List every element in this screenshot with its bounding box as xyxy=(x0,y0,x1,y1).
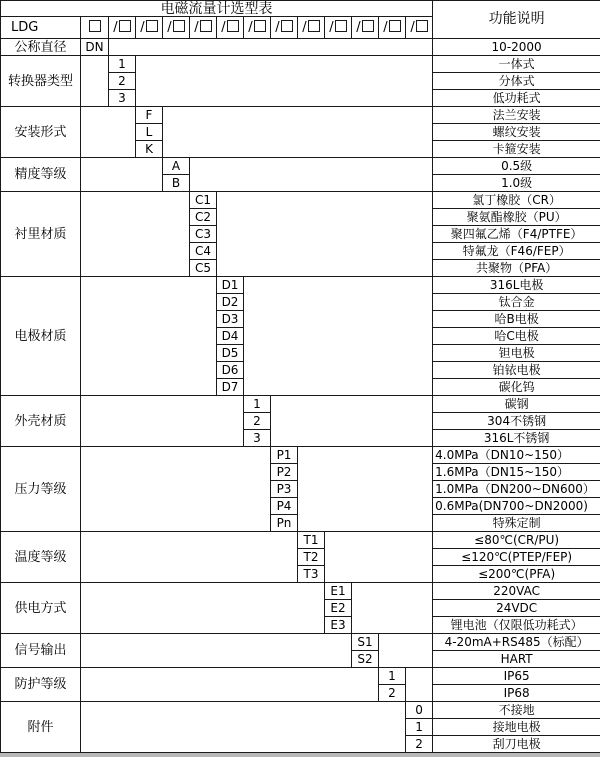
category-label: 防护等级 xyxy=(1,668,81,702)
table-row xyxy=(1,107,600,124)
code-box-icon xyxy=(173,20,185,32)
option-code: F xyxy=(136,107,163,124)
slash-glyph: / xyxy=(194,18,198,38)
option-code: P1 xyxy=(271,447,298,464)
option-code: 1 xyxy=(109,56,136,73)
code-box-icon xyxy=(389,20,401,32)
category-label: 外壳材质 xyxy=(1,396,81,447)
category-label: 衬里材质 xyxy=(1,192,81,277)
right-gap-cell xyxy=(190,158,433,192)
option-code: L xyxy=(136,124,163,141)
right-gap-cell xyxy=(271,396,433,447)
category-label: 转换器类型 xyxy=(1,56,81,107)
code-box-icon xyxy=(227,20,239,32)
option-desc: 卡箍安装 xyxy=(433,141,600,158)
category-label: 公称直径 xyxy=(1,39,81,56)
option-code: T1 xyxy=(298,532,325,549)
option-code: 1 xyxy=(244,396,271,413)
option-desc: HART xyxy=(433,651,600,668)
slash-box-cell xyxy=(271,17,298,39)
left-gap-cell xyxy=(81,532,298,583)
option-code: K xyxy=(136,141,163,158)
category-label: 精度等级 xyxy=(1,158,81,192)
option-code: 1 xyxy=(406,719,433,736)
left-gap-cell xyxy=(81,447,271,532)
option-desc: 316L电极 xyxy=(433,277,600,294)
option-code: D6 xyxy=(217,362,244,379)
slash-box-cell xyxy=(406,17,433,39)
option-desc: 低功耗式 xyxy=(433,90,600,107)
option-desc: ≤200℃(PFA) xyxy=(433,566,600,583)
option-desc: 特殊定制 xyxy=(433,515,600,532)
function-column-header: 功能说明 xyxy=(433,1,600,39)
option-code: A xyxy=(163,158,190,175)
option-code: P2 xyxy=(271,464,298,481)
right-gap-cell xyxy=(406,668,433,702)
left-gap-cell xyxy=(81,668,379,702)
option-code: 3 xyxy=(244,430,271,447)
slash-glyph: / xyxy=(248,18,252,38)
category-label: 附件 xyxy=(1,702,81,753)
option-desc: 碳化钨 xyxy=(433,379,600,396)
option-code: P4 xyxy=(271,498,298,515)
option-code: S2 xyxy=(352,651,379,668)
option-code: C2 xyxy=(190,209,217,226)
slash-glyph: / xyxy=(167,18,171,38)
code-box-cell xyxy=(81,17,109,39)
slash-glyph: / xyxy=(356,18,360,38)
code-box-icon xyxy=(281,20,293,32)
slash-glyph: / xyxy=(221,18,225,38)
option-desc: IP65 xyxy=(433,668,600,685)
right-gap-cell xyxy=(379,634,433,668)
option-code: D5 xyxy=(217,345,244,362)
left-gap-cell xyxy=(81,396,244,447)
option-desc: 氯丁橡胶（CR） xyxy=(433,192,600,209)
slash-box-cell xyxy=(298,17,325,39)
slash-glyph: / xyxy=(113,18,117,38)
option-desc: 铂铱电极 xyxy=(433,362,600,379)
option-code: T2 xyxy=(298,549,325,566)
category-label: 压力等级 xyxy=(1,447,81,532)
code-box-icon xyxy=(308,20,320,32)
left-gap-cell xyxy=(81,158,163,192)
option-code: C1 xyxy=(190,192,217,209)
option-desc: 法兰安装 xyxy=(433,107,600,124)
slash-box-cell xyxy=(109,17,136,39)
code-box-icon xyxy=(89,20,101,32)
option-desc: 10-2000 xyxy=(433,39,600,56)
option-code: C3 xyxy=(190,226,217,243)
left-gap-cell xyxy=(81,56,109,107)
option-desc: ≤120℃(PTEP/FEP) xyxy=(433,549,600,566)
option-code: E1 xyxy=(325,583,352,600)
option-desc: 0.5级 xyxy=(433,158,600,175)
option-desc: 聚四氟乙烯（F4/PTFE） xyxy=(433,226,600,243)
table-row xyxy=(1,56,600,73)
option-desc: 分体式 xyxy=(433,73,600,90)
option-code: 2 xyxy=(379,685,406,702)
option-code: 1 xyxy=(379,668,406,685)
option-desc: 1.0级 xyxy=(433,175,600,192)
option-desc: 1.0MPa（DN200~DN600） xyxy=(433,481,600,498)
code-box-icon xyxy=(416,20,428,32)
slash-box-cell xyxy=(244,17,271,39)
category-label: 温度等级 xyxy=(1,532,81,583)
left-gap-cell xyxy=(81,277,217,396)
left-gap-cell xyxy=(81,634,352,668)
option-code: C5 xyxy=(190,260,217,277)
option-desc: 1.6MPa（DN15~150） xyxy=(433,464,600,481)
option-code: 3 xyxy=(109,90,136,107)
option-code: 0 xyxy=(406,702,433,719)
option-desc: 碳钢 xyxy=(433,396,600,413)
table-row xyxy=(1,447,600,464)
slash-box-cell xyxy=(325,17,352,39)
code-box-icon xyxy=(335,20,347,32)
slash-box-cell xyxy=(352,17,379,39)
table-row xyxy=(1,277,600,294)
slash-glyph: / xyxy=(329,18,333,38)
right-gap-cell xyxy=(109,39,433,56)
left-gap-cell xyxy=(81,702,406,753)
table-row xyxy=(1,634,600,651)
option-code: 2 xyxy=(109,73,136,90)
left-gap-cell xyxy=(81,583,325,634)
category-label: 安装形式 xyxy=(1,107,81,158)
table-title: 电磁流量计选型表 xyxy=(1,1,433,17)
slash-glyph: / xyxy=(140,18,144,38)
table-row xyxy=(1,396,600,413)
option-code: D3 xyxy=(217,311,244,328)
option-desc: 钛合金 xyxy=(433,294,600,311)
option-desc: 316L不锈钢 xyxy=(433,430,600,447)
option-code: Pn xyxy=(271,515,298,532)
right-gap-cell xyxy=(244,277,433,396)
right-gap-cell xyxy=(217,192,433,277)
table-row xyxy=(1,158,600,175)
option-desc: 220VAC xyxy=(433,583,600,600)
option-desc: 钽电极 xyxy=(433,345,600,362)
slash-box-cell xyxy=(190,17,217,39)
table-row xyxy=(1,192,600,209)
option-desc: 哈C电极 xyxy=(433,328,600,345)
code-box-icon xyxy=(200,20,212,32)
option-code: S1 xyxy=(352,634,379,651)
option-code: B xyxy=(163,175,190,192)
category-label: 电极材质 xyxy=(1,277,81,396)
option-code: 2 xyxy=(244,413,271,430)
left-gap-cell xyxy=(81,192,190,277)
option-desc: 304不锈钢 xyxy=(433,413,600,430)
right-gap-cell xyxy=(352,583,433,634)
code-box-icon xyxy=(254,20,266,32)
slash-box-cell xyxy=(136,17,163,39)
option-desc: 特氟龙（F46/FEP） xyxy=(433,243,600,260)
option-desc: ≤80℃(CR/PU) xyxy=(433,532,600,549)
option-desc: 0.6MPa(DN700~DN2000) xyxy=(433,498,600,515)
category-label: 供电方式 xyxy=(1,583,81,634)
option-code: 2 xyxy=(406,736,433,753)
table-row xyxy=(1,39,600,56)
option-desc: 24VDC xyxy=(433,600,600,617)
option-desc: 刮刀电极 xyxy=(433,736,600,753)
option-desc: IP68 xyxy=(433,685,600,702)
option-code: D4 xyxy=(217,328,244,345)
model-prefix: LDG xyxy=(1,17,81,39)
table-row xyxy=(1,583,600,600)
code-box-icon xyxy=(146,20,158,32)
table-row xyxy=(1,532,600,549)
option-code: D1 xyxy=(217,277,244,294)
slash-box-cell xyxy=(217,17,244,39)
option-desc: 聚氨酯橡胶（PU） xyxy=(433,209,600,226)
option-code: C4 xyxy=(190,243,217,260)
category-label: 信号输出 xyxy=(1,634,81,668)
option-code: E3 xyxy=(325,617,352,634)
code-box-icon xyxy=(119,20,131,32)
right-gap-cell xyxy=(163,107,433,158)
left-gap-cell xyxy=(81,107,136,158)
option-desc: 一体式 xyxy=(433,56,600,73)
right-gap-cell xyxy=(136,56,433,107)
right-gap-cell xyxy=(298,447,433,532)
option-desc: 4-20mA+RS485（标配） xyxy=(433,634,600,651)
slash-box-cell xyxy=(379,17,406,39)
slash-glyph: / xyxy=(410,18,414,38)
slash-glyph: / xyxy=(302,18,306,38)
slash-glyph: / xyxy=(383,18,387,38)
option-desc: 4.0MPa（DN10~150） xyxy=(433,447,600,464)
option-code: E2 xyxy=(325,600,352,617)
option-code: D2 xyxy=(217,294,244,311)
option-desc: 接地电极 xyxy=(433,719,600,736)
option-desc: 哈B电极 xyxy=(433,311,600,328)
option-code: T3 xyxy=(298,566,325,583)
option-desc: 共聚物（PFA） xyxy=(433,260,600,277)
title-row xyxy=(1,1,600,17)
right-gap-cell xyxy=(325,532,433,583)
option-desc: 螺纹安装 xyxy=(433,124,600,141)
option-desc: 不接地 xyxy=(433,702,600,719)
option-desc: 锂电池（仅限低功耗式） xyxy=(433,617,600,634)
slash-box-cell xyxy=(163,17,190,39)
slash-glyph: / xyxy=(275,18,279,38)
table-row xyxy=(1,668,600,685)
option-code: D7 xyxy=(217,379,244,396)
code-box-icon xyxy=(362,20,374,32)
option-code: P3 xyxy=(271,481,298,498)
option-code: DN xyxy=(81,39,109,56)
page-bottom-edge xyxy=(0,753,600,757)
